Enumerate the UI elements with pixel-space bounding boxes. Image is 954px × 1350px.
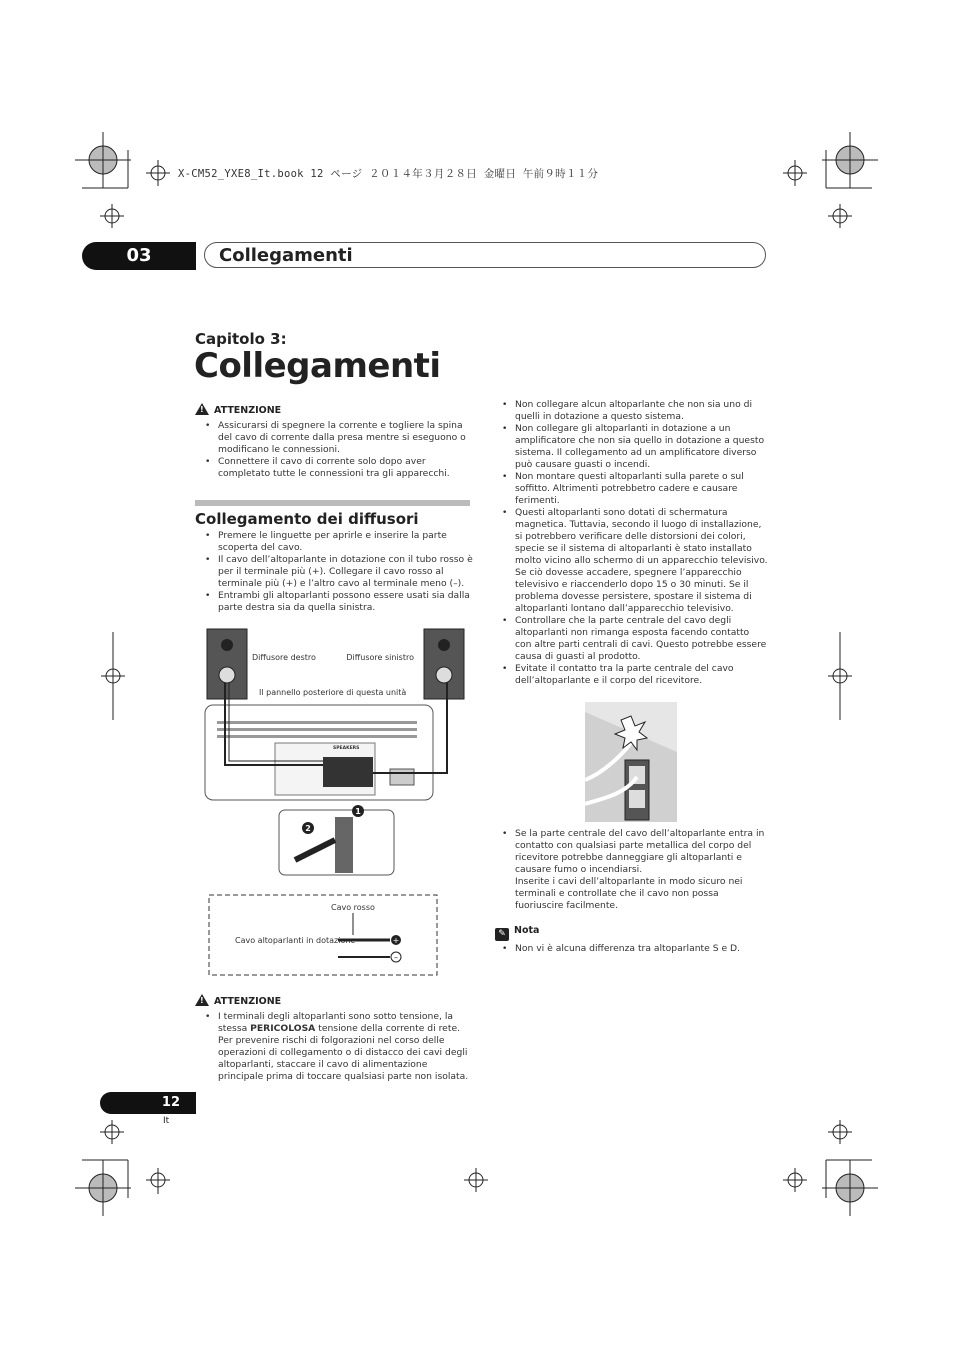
page-title: Collegamenti	[194, 346, 441, 386]
rear-panel-label: Il pannello posteriore di questa unità	[259, 688, 407, 697]
section-divider	[195, 500, 470, 506]
supplied-cable-label: Cavo altoparlanti in dotazione	[235, 936, 356, 945]
list-item: • Entrambi gli altoparlanti possono essere usati sia dalla parte destra sia da quella sinistra.	[195, 590, 473, 614]
speakers-label: SPEAKERS	[333, 746, 360, 751]
print-header: X-CM52_YXE8_It.book 12 ページ ２０１４年３月２８日 金曜日 午前９時１１分	[178, 168, 599, 180]
list-item: • Non collegare alcun altoparlante che non sia uno di quelli in dotazione a questo sistema.	[492, 399, 768, 423]
section-title: Collegamento dei diffusori	[195, 510, 419, 528]
warning-heading: !ATTENZIONE	[195, 403, 473, 416]
list-item: • Premere le linguette per aprirle e inserire la parte scoperta del cavo.	[195, 530, 473, 554]
warning-heading-2: !ATTENZIONE	[195, 994, 473, 1007]
warning-icon	[195, 994, 209, 1006]
list-item: • Controllare che la parte centrale del cavo degli altoparlanti non rimanga esposta facendo contatto con altre parti centrali di cavi. Questo potrebbe essere causa di guasti al prodotto.	[492, 615, 768, 663]
left-speaker-icon	[424, 629, 464, 699]
chapter-title: Collegamenti	[204, 242, 766, 268]
list-item: • Se la parte centrale del cavo dell’altoparlante entra in contatto con qualsiasi parte metallica del corpo del ricevitore potrebbe danneggiare gli altoparlanti e causare fumo o incendiarsi. Inserite i cavi dell’altoparlante in modo sicuro nei terminali e controllate che il cavo non possa fuoriuscire facilmente.	[492, 828, 768, 912]
chapter-number: 03	[82, 242, 196, 270]
list-item: • Non collegare gli altoparlanti in dotazione a un amplificatore che non sia quello in dotazione a questo sistema. Il collegamento ad un amplificatore diverso può causare guasti o incendi.	[492, 423, 768, 471]
svg-text:+: +	[392, 936, 400, 945]
nota-list	[492, 943, 768, 955]
right-speaker-label: Diffusore destro	[252, 653, 316, 662]
right-speaker-icon	[207, 629, 247, 699]
warning-icon	[195, 403, 209, 415]
nota-heading: ✎ Nota	[495, 925, 539, 941]
capitolo-label: Capitolo 3:	[195, 330, 287, 348]
right-column-list-2	[492, 828, 768, 912]
page-number: 12	[100, 1092, 196, 1114]
warning-block-2	[195, 994, 473, 1083]
list-item: • Connettere il cavo di corrente solo dopo aver completato tutte le connessioni tra gli apparecchi.	[195, 456, 473, 480]
list-item: • Non montare questi altoparlanti sulla parete o sul soffitto. Altrimenti potrebbetro cadere e causare ferimenti.	[492, 471, 768, 507]
list-item: • Evitate il contatto tra la parte centrale del cavo dell’altoparlante e il corpo del ricevitore.	[492, 663, 768, 687]
svg-text:–: –	[394, 953, 398, 962]
list-item: • Assicurarsi di spegnere la corrente e togliere la spina del cavo di corrente dalla presa mentre si eseguono o modificano le connessioni.	[195, 420, 473, 456]
page-language: It	[163, 1116, 170, 1126]
list-item: • Questi altoparlanti sono dotati di schermatura magnetica. Tuttavia, secondo il luogo di installazione, si potrebbero verificare delle distorsioni dei colori, specie se il sistema di altoparlanti è stato installato molto vicino allo schermo di un apparecchio televisivo. Se ciò dovesse accadere, spegnere l’apparecchio televisivo e riaccenderlo dopo 15 o 30 minuti. Se il problema dovesse persistere, spostare il sistema di altoparlanti lontano dall’apparecchio televisivo.	[492, 507, 768, 615]
cable-contact-illustration	[585, 702, 677, 822]
left-speaker-label: Diffusore sinistro	[346, 653, 414, 662]
list-item: • Il cavo dell’altoparlante in dotazione con il tubo rosso è per il terminale più (+). Collegare il cavo rosso al terminale più (+) e l’altro cavo al terminale meno (–).	[195, 554, 473, 590]
red-cable-label: Cavo rosso	[331, 903, 375, 912]
connection-diagram	[195, 625, 475, 985]
list-item: • Non vi è alcuna differenza tra altoparlante S e D.	[492, 943, 768, 955]
svg-text:1: 1	[355, 807, 361, 816]
svg-text:2: 2	[305, 824, 311, 833]
list-item: • I terminali degli altoparlanti sono sotto tensione, la stessa PERICOLOSA tensione della corrente di rete. Per prevenire rischi di folgorazioni nel corso delle operazioni di collegamento o di distacco dei cavi degli altoparlanti, staccare il cavo di alimentazione principale prima di toccare qualsiasi parte non isolata.	[195, 1011, 473, 1083]
pencil-icon: ✎	[495, 928, 509, 941]
right-column-list	[492, 399, 768, 687]
section-list	[195, 530, 473, 614]
warning-block	[195, 403, 473, 480]
